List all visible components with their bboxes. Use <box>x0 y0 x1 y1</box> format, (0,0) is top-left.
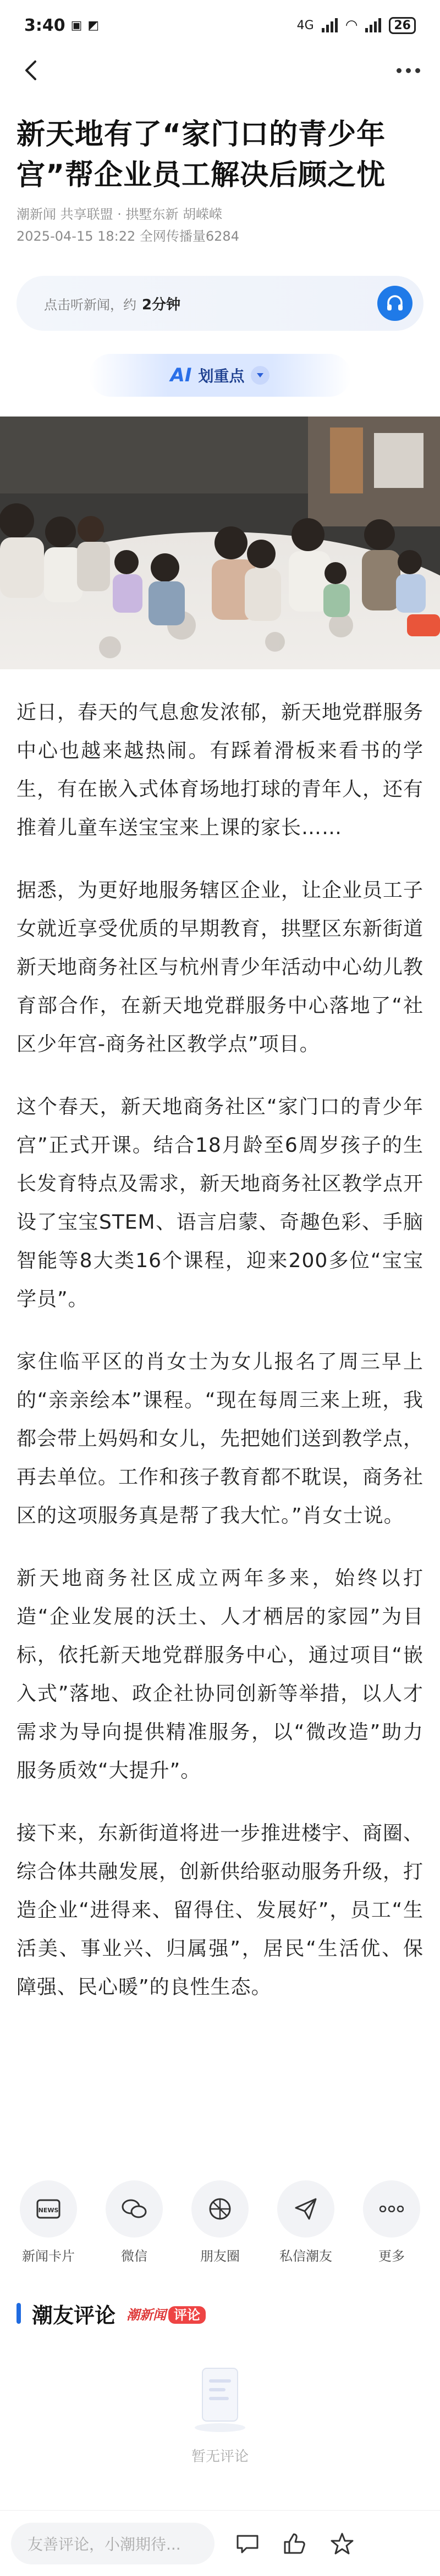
article-title: 新天地有了“家门口的青少年宫”帮企业员工解决后顾之忧 <box>16 118 386 192</box>
notification-icon-2: ◩ <box>87 18 100 32</box>
share-moments[interactable] <box>182 2180 258 2274</box>
brand-badge <box>127 2304 206 2323</box>
meta-source: 潮新闻 共享联盟 · 拱墅东新 胡嵘嵘 <box>16 207 223 222</box>
star-icon[interactable] <box>328 2529 356 2558</box>
svg-text:NEWS: NEWS <box>38 2207 59 2214</box>
wifi-icon: ◠ <box>345 17 358 34</box>
battery-icon: 26 <box>389 17 416 34</box>
wechat-icon <box>106 2180 163 2238</box>
listen-duration: 2分钟 <box>142 296 181 313</box>
comment-input[interactable]: 友善评论，小潮期待... <box>11 2523 215 2564</box>
back-icon[interactable] <box>20 58 44 82</box>
article-meta <box>16 203 424 247</box>
status-bar <box>0 0 440 51</box>
signal-icon-2 <box>365 18 381 32</box>
share-label: 朋友圈 <box>200 2249 240 2264</box>
section-marker <box>16 2303 21 2324</box>
signal-icon <box>322 18 338 32</box>
listen-prefix: 点击听新闻，约 <box>44 297 136 313</box>
share-news-card[interactable] <box>10 2180 87 2274</box>
paragraph: 这个春天，新天地商务社区“家门口的青少年宫”正式开课。结合18月龄至6周岁孩子的生长发育特点及需求，新天地商务社区教学点开设了宝宝STEM、语言启蒙、奇趣色彩、手脑智能等8大类16个课程，迎来200多位“宝宝学员”。 <box>16 1096 424 1311</box>
empty-document-icon <box>187 2363 253 2434</box>
notification-icon: ▣ <box>70 18 82 32</box>
paragraph: 新天地商务社区成立两年多来，始终以打造“企业发展的沃土、人才栖居的家园”为目标，依托新天地党群服务中心，通过项目“嵌入式”落地、政企社协同创新等举措，以人才需求为导向提供精准服务，以“微改造”助力服务质效“大提升”。 <box>16 1567 424 1782</box>
brand-tag: 评论 <box>168 2306 206 2324</box>
chevron-down-icon <box>251 366 270 385</box>
comment-icon[interactable] <box>233 2529 262 2558</box>
like-icon[interactable] <box>280 2529 309 2558</box>
comments-header <box>16 2291 424 2335</box>
ai-logo: AI <box>170 364 192 386</box>
share-send-friend[interactable] <box>267 2180 344 2274</box>
bottom-bar <box>0 2510 440 2576</box>
news-card-icon <box>20 2180 77 2238</box>
article-photo <box>0 417 440 669</box>
paragraph: 家住临平区的肖女士为女儿报名了周三早上的“亲亲绘本”课程。“现在每周三来上班，我都会带上妈妈和女儿，先把她们送到教学点，再去单位。工作和孩子教育都不耽误，商务社区的这项服务真是帮了我大忙。”肖女士说。 <box>16 1351 424 1527</box>
share-label: 微信 <box>121 2249 147 2264</box>
share-label: 私信潮友 <box>279 2249 332 2264</box>
moments-icon <box>191 2180 249 2238</box>
paragraph: 据悉，为更好地服务辖区企业，让企业员工子女就近享受优质的早期教育，拱墅区东新街道新天地商务社区与杭州青少年活动中心幼儿教育部合作，在新天地党群服务中心落地了“社区少年宫-商务社区教学点”项目。 <box>16 879 424 1056</box>
listen-news-card[interactable] <box>16 276 424 331</box>
empty-comments-label: 暂无评论 <box>191 2449 249 2465</box>
ai-highlights-button[interactable] <box>89 354 351 397</box>
paragraph: 接下来，东新街道将进一步推进楼宇、商圈、综合体共融发展，创新供给驱动服务升级，打造企业“进得来、留得住、发展好”，员工“生活美、事业兴、归属强”，居民“生活优、保障强、民心暖”的良性生态。 <box>16 1822 424 1998</box>
paragraph: 近日，春天的气息愈发浓郁，新天地党群服务中心也越来越热闹。有踩着滑板来看书的学生，有在嵌入式体育场地打球的青年人，还有推着儿童车送宝宝来上课的家长…… <box>16 701 424 839</box>
share-label: 更多 <box>378 2249 405 2264</box>
network-label: 4G <box>296 18 314 32</box>
share-bar <box>0 2180 440 2274</box>
brand-name: 潮新闻 <box>127 2307 167 2323</box>
more-icon <box>363 2180 420 2238</box>
more-options-icon[interactable] <box>393 58 424 82</box>
headphone-icon[interactable] <box>377 286 413 321</box>
send-icon <box>277 2180 334 2238</box>
meta-date-reach: 2025-04-15 18:22 全网传播量6284 <box>16 229 239 244</box>
empty-comments <box>165 2363 275 2466</box>
share-more[interactable] <box>353 2180 430 2274</box>
article-body <box>16 693 424 2031</box>
share-wechat[interactable] <box>96 2180 173 2274</box>
nav-bar <box>0 51 440 90</box>
share-label: 新闻卡片 <box>22 2249 75 2264</box>
status-time: 3:40 <box>24 15 65 35</box>
comments-title: 潮友评论 <box>32 2303 116 2328</box>
ai-label: 划重点 <box>198 367 245 385</box>
